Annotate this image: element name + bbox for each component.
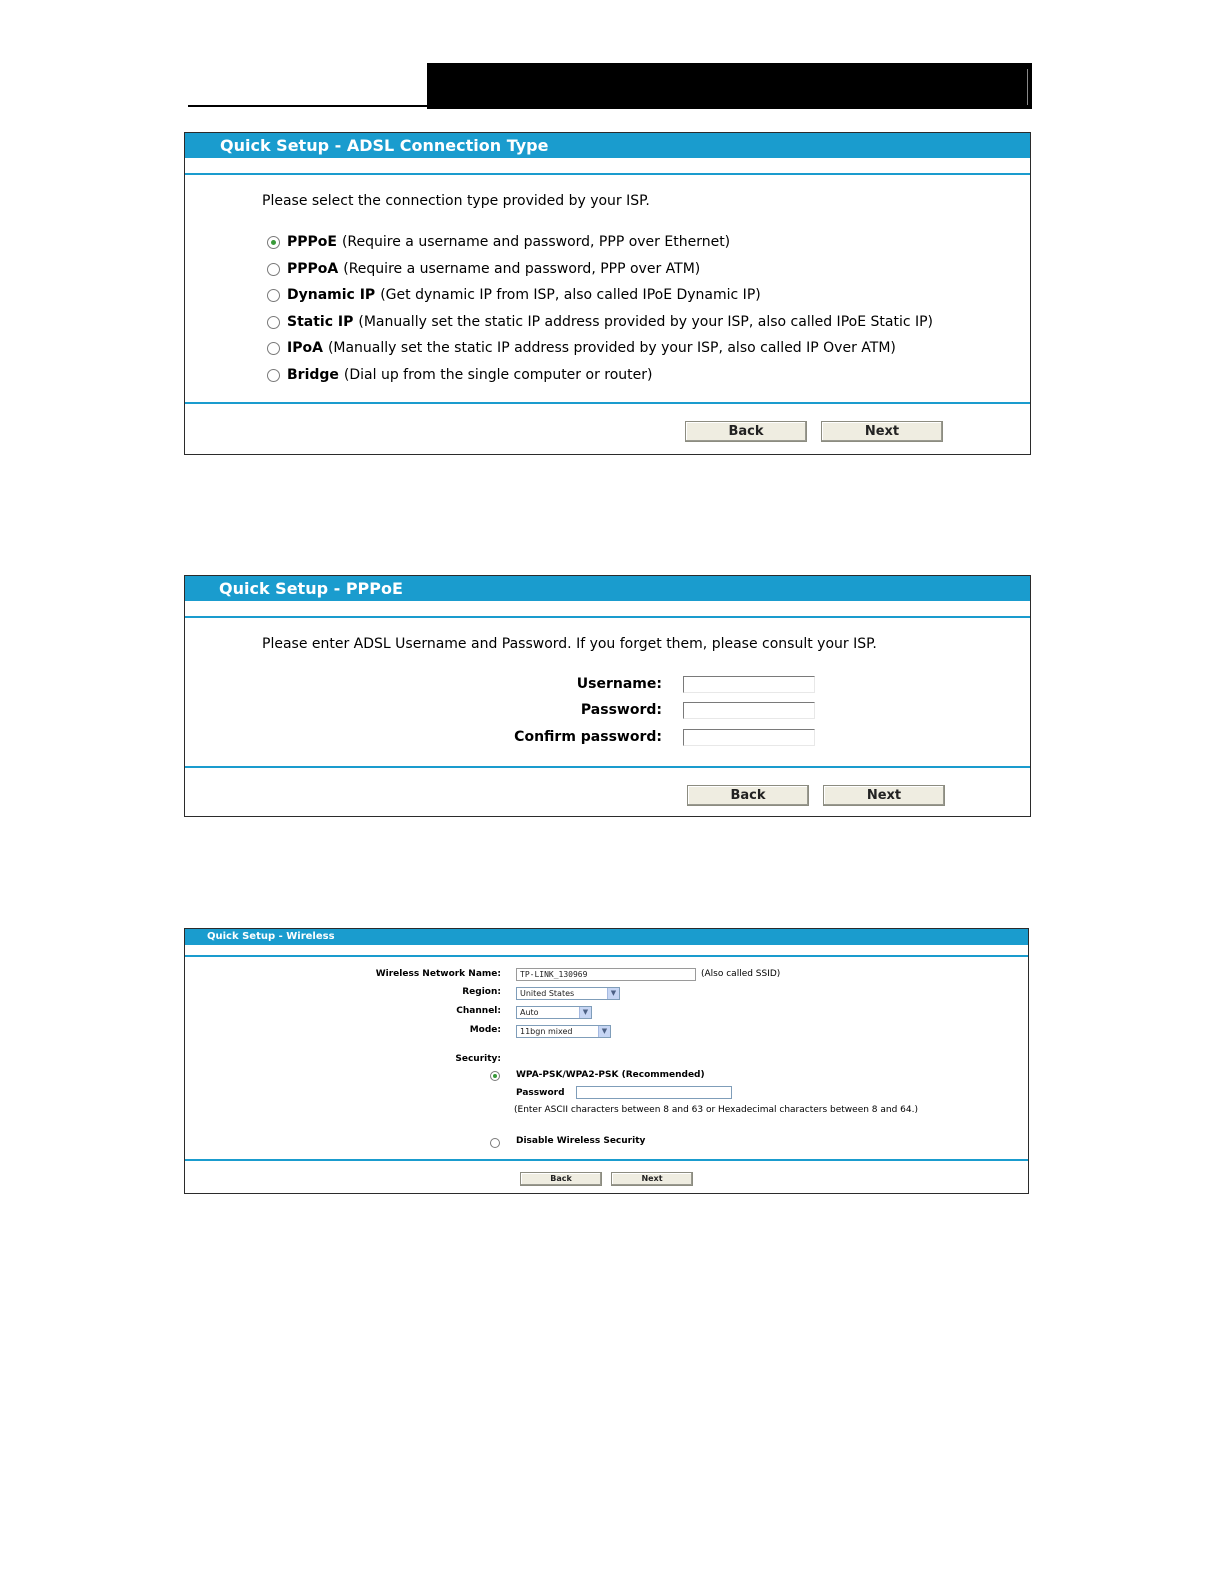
option-desc: (Get dynamic IP from ISP, also called IPoE Dynamic IP) [380,287,761,303]
chevron-down-icon[interactable]: ▼ [607,988,619,999]
username-label: Username: [576,676,662,692]
radio-button[interactable] [267,316,280,329]
radio-button[interactable] [490,1138,500,1148]
next-button[interactable]: Next [611,1172,693,1186]
channel-value: Auto [520,1008,539,1017]
panel-title: Quick Setup - Wireless [185,929,1028,945]
back-button[interactable]: Back [520,1172,602,1186]
option-desc: (Require a username and password, PPP over ATM) [343,261,701,277]
header-underline [188,105,428,107]
radio-button[interactable] [490,1071,500,1081]
header-bar [427,63,1032,109]
option-dynamic-ip[interactable] [267,287,761,303]
password-field[interactable] [683,702,815,719]
disable-security-label: Disable Wireless Security [516,1136,646,1146]
option-desc: (Manually set the static IP address provided by your ISP, also called IPoE Static IP) [358,314,934,330]
chevron-down-icon[interactable]: ▼ [579,1007,591,1018]
panel-title: Quick Setup - PPPoE [185,576,1030,601]
next-button[interactable]: Next [821,421,943,442]
option-name: Dynamic IP [287,287,376,303]
confirm-password-label: Confirm password: [514,729,662,745]
option-name: Static IP [287,314,354,330]
pppoe-panel [184,575,1031,817]
option-pppoe[interactable] [267,234,730,250]
option-static-ip[interactable] [267,314,933,330]
radio-button[interactable] [267,342,280,355]
divider [185,955,1028,957]
region-select[interactable] [516,987,620,1000]
option-wpa[interactable] [490,1071,507,1081]
divider [185,1159,1028,1161]
divider [185,766,1030,768]
divider [185,616,1030,618]
radio-button[interactable] [267,369,280,382]
option-desc: (Dial up from the single computer or router) [343,367,653,383]
mode-label: Mode: [469,1025,501,1035]
connection-type-panel [184,132,1031,455]
panel-title: Quick Setup - ADSL Connection Type [185,133,1030,158]
confirm-password-field[interactable] [683,729,815,746]
option-disable-security[interactable] [490,1138,507,1148]
wifi-password-label: Password [516,1088,565,1098]
wireless-panel [184,928,1029,1194]
password-hint: (Enter ASCII characters between 8 and 63 or Hexadecimal characters between 8 and 64.) [514,1105,918,1115]
mode-value: 11bgn mixed [520,1027,573,1036]
username-field[interactable] [683,676,815,693]
option-bridge[interactable] [267,367,652,383]
region-value: United States [520,989,575,998]
option-name: PPPoA [287,261,339,277]
intro-text: Please enter ADSL Username and Password. If you forget them, please consult your ISP. [262,636,877,652]
password-label: Password: [580,702,662,718]
next-button[interactable]: Next [823,785,945,806]
divider [185,402,1030,404]
ssid-label: Wireless Network Name: [375,969,501,979]
channel-label: Channel: [456,1006,501,1016]
channel-select[interactable] [516,1006,592,1019]
option-name: PPPoE [287,234,337,250]
wifi-password-input[interactable] [576,1086,732,1099]
wpa-label: WPA-PSK/WPA2-PSK (Recommended) [516,1070,705,1080]
ssid-note: (Also called SSID) [701,969,781,979]
option-desc: (Require a username and password, PPP over Ethernet) [341,234,731,250]
chevron-down-icon[interactable]: ▼ [598,1026,610,1037]
region-label: Region: [462,987,501,997]
radio-button[interactable] [267,236,280,249]
option-pppoa[interactable] [267,261,700,277]
security-label: Security: [455,1054,501,1064]
option-desc: (Manually set the static IP address provided by your ISP, also called IP Over ATM) [327,340,896,356]
option-name: IPoA [287,340,323,356]
intro-text: Please select the connection type provided by your ISP. [262,193,650,209]
radio-button[interactable] [267,289,280,302]
divider [185,173,1030,175]
radio-button[interactable] [267,263,280,276]
option-ipoa[interactable] [267,340,896,356]
mode-select[interactable] [516,1025,611,1038]
back-button[interactable]: Back [687,785,809,806]
ssid-input[interactable]: TP-LINK_130969 [516,968,696,981]
back-button[interactable]: Back [685,421,807,442]
option-name: Bridge [287,367,339,383]
